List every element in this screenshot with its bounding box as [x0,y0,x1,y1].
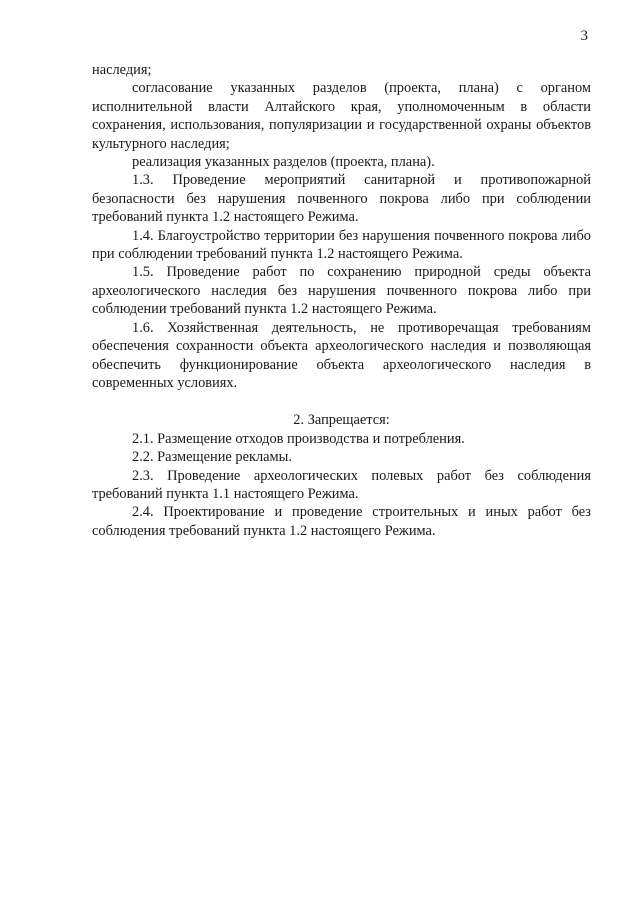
paragraph-1-3: 1.3. Проведение мероприятий санитарной и противопожарной безопасности без нарушения почвенного покрова либо при соблюдении требований пункта 1.2 настоящего Режима. [92,172,591,226]
paragraph-1-6: 1.6. Хозяйственная деятельность, не противоречащая требованиям обеспечения сохранности объекта археологического наследия и позволяющая обеспечить функционирование объекта археологического наследия в современных условиях. [92,319,591,391]
item-2-1: 2.1. Размещение отходов производства и потребления. [132,430,465,447]
item-2-4: 2.4. Проектирование и проведение строительных и иных работ без соблюдения требований пункта 1.2 настоящего Режима. [92,504,591,539]
document-body [92,61,591,540]
paragraph-1-5: 1.5. Проведение работ по сохранению природной среды объекта археологического наследия без нарушения почвенного покрова либо при соблюдении требований пункта 1.2 настоящего Режима. [92,264,591,318]
paragraph-implementation: реализация указанных разделов (проекта, плана). [132,154,435,171]
section-2-title: 2. Запрещается: [293,412,390,429]
item-2-2: 2.2. Размещение рекламы. [132,449,292,466]
paragraph-1-4: 1.4. Благоустройство территории без нарушения почвенного покрова либо при соблюдении требований пункта 1.2 настоящего Режима. [92,227,591,263]
item-2-3: 2.3. Проведение археологических полевых работ без соблюдения требований пункта 1.1 настоящего Режима. [92,467,591,502]
continuation-text: наследия; [92,62,152,78]
paragraph-agreement: согласование указанных разделов (проекта, плана) с органом исполнительной власти Алтайского края, уполномоченным в области сохранения, использования, популяризации и государственной охраны объектов культурного наследия; [92,80,591,152]
page-number: 3 [580,28,588,44]
